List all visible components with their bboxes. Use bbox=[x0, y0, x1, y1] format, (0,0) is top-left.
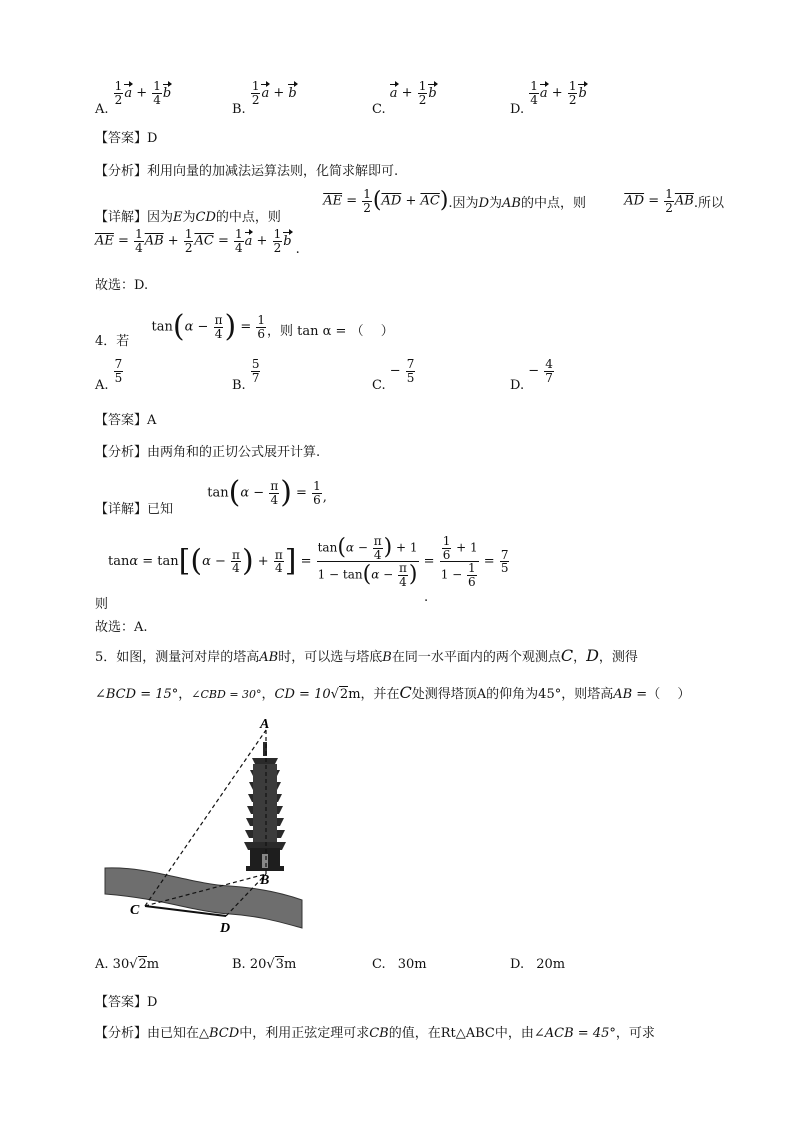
q4-stem: 4．若 tan(α − $\frac{\pi}{4}$ ) = $\frac{1}{6}$ ，则 tan α = （ ） bbox=[95, 309, 394, 349]
figure-label-d: D bbox=[220, 921, 231, 936]
math-fraction: $\frac{1}{2}$ bbox=[251, 79, 260, 107]
q5-option-a: A. 30√2m bbox=[95, 957, 160, 972]
math-fraction: $\frac{1}{6}$ bbox=[257, 312, 265, 341]
math-fraction: $\frac{1}{2}$ bbox=[568, 79, 577, 107]
q3-detail-line1: 【详解】因为E为CD的中点，则 $\overline{AE}$ = $\frac{1}{2}$ $(\overline{AD} + \overline{AC})$.因为D为AB的中点，则 $\overline{AD}$ = $\frac{1}{2}$ $\overline{AB}$.所以 bbox=[95, 187, 724, 225]
figure-label-b: B bbox=[260, 873, 270, 888]
river bbox=[105, 868, 302, 928]
math-fraction: $\frac{1}{2}$ bbox=[273, 227, 282, 255]
q3-answer: 【答案】D bbox=[95, 131, 158, 146]
math-fraction: tan(α − $\frac{\pi}{4}$ ) + 1 1 − tan(α − $\frac{\pi}{4}$ ) bbox=[317, 534, 418, 589]
q3-option-d: D. $\frac{1}{4}$ a + $\frac{1}{2}$ b bbox=[510, 79, 587, 117]
math-fraction: $\frac{7}{5}$ bbox=[500, 547, 509, 576]
q3-option-a: A. $\frac{1}{2}$ a + $\frac{1}{4}$ b bbox=[95, 79, 172, 117]
q3-option-c: C. a + $\frac{1}{2}$ b bbox=[372, 79, 437, 117]
figure-label-c: C bbox=[130, 903, 140, 918]
math-fraction: $\frac{1}{2}$ bbox=[114, 79, 123, 107]
q4-analysis: 【分析】由两角和的正切公式展开计算. bbox=[95, 445, 321, 460]
math-fraction: $\frac{4}{7}$ bbox=[545, 357, 553, 385]
q4-option-a: A. $\frac{7}{5}$ bbox=[95, 357, 123, 393]
q4-answer: 【答案】A bbox=[95, 413, 157, 428]
math-fraction: $\frac{1}{2}$ bbox=[418, 79, 427, 107]
math-fraction: $\frac{1}{6}$ bbox=[313, 478, 321, 507]
math-fraction: $\frac{1}{4}$ bbox=[234, 227, 243, 255]
figure-label-a: A bbox=[260, 717, 270, 732]
pagoda bbox=[244, 742, 286, 871]
q4-option-d: D. − $\frac{4}{7}$ bbox=[510, 357, 553, 393]
q5-option-b: B. 20√3m bbox=[232, 957, 297, 972]
q3-choose: 故选：D. bbox=[95, 278, 149, 293]
math-fraction: $\frac{\pi}{4}$ bbox=[274, 547, 283, 576]
q4-formula: tanα = tan[(α − $\frac{\pi}{4}$ ) + $\frac{\pi}{4}$ ] = tan(α − $\frac{\pi}{4}$ ) + 1 1 − tan(α − $\frac{\pi}{4}$ ) = $\frac{1}{6}$ + 1 1 − $\frac{1}{6}$ = $\frac{7}{5}$ bbox=[108, 534, 509, 589]
q4-choose: 故选：A. bbox=[95, 620, 148, 635]
math-fraction: $\frac{5}{7}$ bbox=[251, 357, 260, 385]
q4-detail: 【详解】已知 tan(α − $\frac{\pi}{4}$ ) = $\frac{1}{6}$ , bbox=[95, 475, 327, 517]
q5-option-d: D. 20m bbox=[510, 957, 566, 972]
math-fraction: $\frac{1}{4}$ bbox=[135, 227, 143, 255]
math-fraction: $\frac{1}{4}$ bbox=[153, 79, 161, 107]
q3-analysis: 【分析】利用向量的加减法运算法则，化简求解即可. bbox=[95, 164, 399, 179]
q5-stem-line1: 5．如图，测量河对岸的塔高AB时，可以选与塔底B在同一水平面内的两个观测点C，D，测得 bbox=[95, 646, 638, 665]
q4-option-b: B. $\frac{5}{7}$ bbox=[232, 357, 260, 393]
q4-then-label: 则 bbox=[95, 597, 109, 612]
math-fraction: $\frac{1}{4}$ bbox=[530, 79, 538, 107]
math-fraction: $\frac{1}{2}$ bbox=[665, 187, 673, 215]
q3-detail-line2: $\overline{AE}$ = $\frac{1}{4}$ $\overline{AB}$ + $\frac{1}{2}$ $\overline{AC}$ = $\frac{1}{4}$ a + $\frac{1}{2}$ b . bbox=[95, 227, 300, 257]
q3-option-b: B. $\frac{1}{2}$ a + b bbox=[232, 79, 297, 117]
math-fraction: $\frac{\pi}{4}$ bbox=[232, 547, 240, 576]
math-fraction: $\frac{1}{6}$ + 1 1 − $\frac{1}{6}$ bbox=[440, 534, 478, 589]
q5-option-c: C. 30m bbox=[372, 957, 427, 972]
math-fraction: $\frac{\pi}{4}$ bbox=[214, 312, 223, 341]
math-fraction: $\frac{7}{5}$ bbox=[114, 357, 123, 385]
math-fraction: $\frac{\pi}{4}$ bbox=[270, 478, 279, 507]
math-fraction: $\frac{1}{2}$ bbox=[363, 187, 371, 215]
q5-stem-line2: ∠BCD = 15°，∠CBD = 30°，CD = 10√2m，并在C处测得塔顶A的仰角为45°，则塔高AB =（ ） bbox=[95, 683, 691, 702]
math-fraction: $\frac{1}{2}$ bbox=[184, 227, 193, 255]
math-fraction: $\frac{7}{5}$ bbox=[406, 357, 415, 385]
q4-option-c: C. − $\frac{7}{5}$ bbox=[372, 357, 415, 393]
q5-analysis: 【分析】由已知在△BCD中，利用正弦定理可求CB的值，在Rt△ABC中，由∠ACB = 45°，可求 bbox=[95, 1026, 655, 1041]
q4-period: . bbox=[424, 590, 429, 605]
q5-answer: 【答案】D bbox=[95, 995, 158, 1010]
pagoda-figure bbox=[100, 716, 310, 936]
